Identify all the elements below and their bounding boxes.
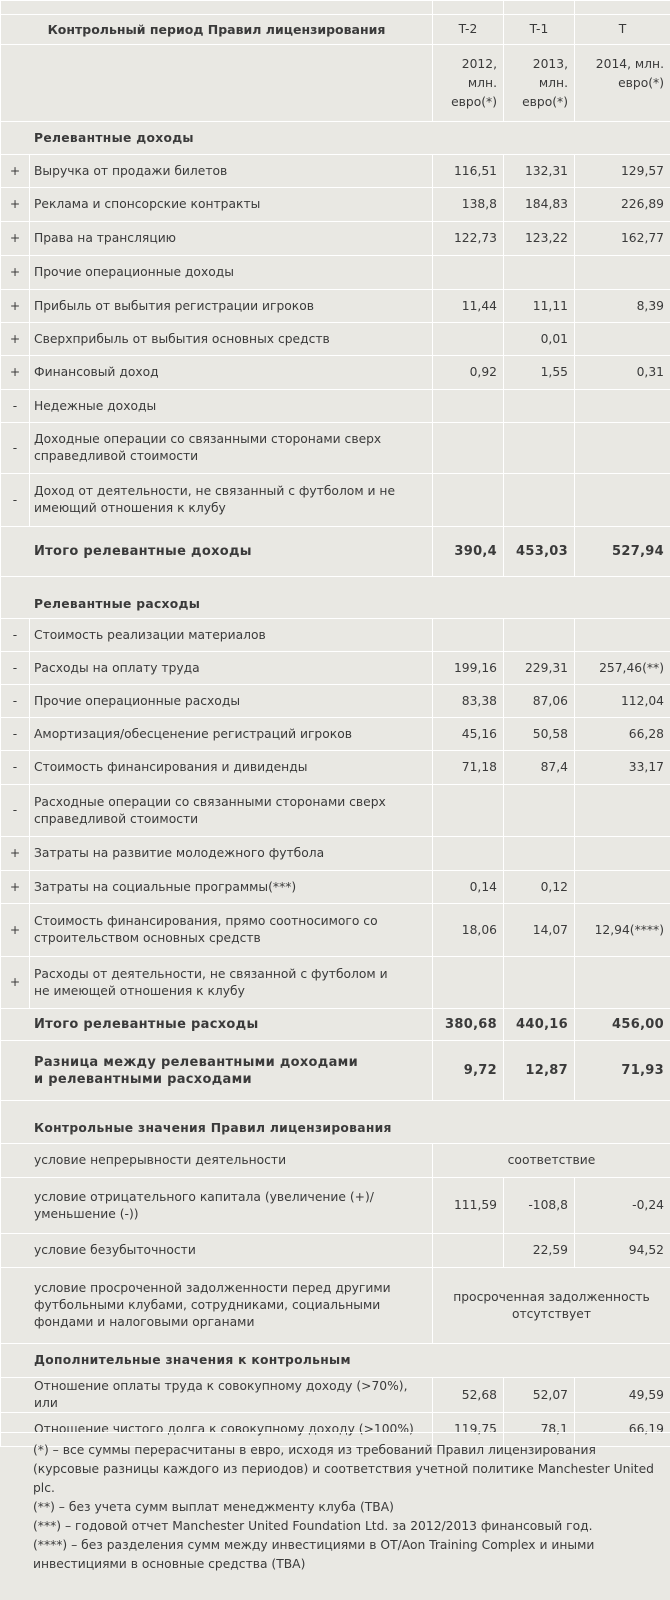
additional-v3: 49,59 (575, 1378, 670, 1413)
years-row (1, 45, 670, 122)
difference-v3: 71,93 (575, 1041, 670, 1101)
income-value-2012: 122,73 (433, 222, 504, 256)
expense-label: Амортизация/обесценение регистраций игроков (30, 718, 433, 751)
additional-v3: 66,19 (575, 1413, 670, 1447)
income-rows (1, 155, 670, 527)
expense-row (1, 957, 670, 1009)
income-value-2012 (433, 423, 504, 474)
income-label: Выручка от продажи билетов (30, 155, 433, 188)
expense-sign: - (1, 751, 30, 785)
expense-value-2014 (575, 619, 670, 652)
additional-v2: 78,1 (504, 1413, 575, 1447)
expense-row (1, 837, 670, 871)
income-label: Права на трансляцию (30, 222, 433, 256)
income-total-row (1, 527, 670, 577)
income-value-2014: 162,77 (575, 222, 670, 256)
expense-value-2014: 12,94(****) (575, 904, 670, 957)
control-section-header (1, 1101, 670, 1144)
difference-label: Разница между релевантными доходами и релевантными расходами (1, 1041, 433, 1101)
expense-label: Прочие операционные расходы (30, 685, 433, 718)
income-sign: + (1, 188, 30, 222)
income-label: Прочие операционные доходы (30, 256, 433, 290)
expense-value-2012: 199,16 (433, 652, 504, 685)
expenses-total-v2: 440,16 (504, 1009, 575, 1041)
expense-value-2014 (575, 871, 670, 904)
year-2013: 2013, млн. евро(*) (504, 45, 575, 122)
income-value-2012: 138,8 (433, 188, 504, 222)
col-t1: T-1 (504, 15, 575, 45)
expense-row (1, 652, 670, 685)
breakeven-row (1, 1234, 670, 1268)
income-row (1, 222, 670, 256)
income-value-2012: 0,92 (433, 356, 504, 390)
income-sign: - (1, 474, 30, 527)
continuity-label: условие непрерывности деятельности (1, 1144, 433, 1178)
expense-value-2012 (433, 837, 504, 871)
expense-row (1, 904, 670, 957)
expense-row (1, 619, 670, 652)
additional-title: Дополнительные значения к контрольным (1, 1344, 670, 1378)
income-sign: - (1, 390, 30, 423)
income-sign: + (1, 155, 30, 188)
additional-label: Отношение оплаты труда к совокупному доходу (>70%), или (1, 1378, 433, 1413)
additional-v1: 119,75 (433, 1413, 504, 1447)
expense-label: Расходы на оплату труда (30, 652, 433, 685)
income-sign: + (1, 256, 30, 290)
expense-value-2013 (504, 837, 575, 871)
income-label: Доход от деятельности, не связанный с футболом и не имеющий отношения к клубу (30, 474, 433, 527)
breakeven-v3: 94,52 (575, 1234, 670, 1268)
col-t: T (575, 15, 670, 45)
additional-label: Отношение чистого долга к совокупному доходу (>100%) (1, 1413, 433, 1447)
footnotes (0, 1432, 670, 1600)
income-label: Реклама и спонсорские контракты (30, 188, 433, 222)
overdue-row (1, 1268, 670, 1344)
expense-value-2013: 229,31 (504, 652, 575, 685)
income-value-2012 (433, 390, 504, 423)
expense-value-2012 (433, 957, 504, 1009)
expense-sign: - (1, 652, 30, 685)
expense-value-2014 (575, 785, 670, 837)
income-sign: + (1, 323, 30, 356)
expense-sign: - (1, 619, 30, 652)
expense-value-2014: 257,46(**) (575, 652, 670, 685)
income-title: Релевантные доходы (1, 122, 670, 155)
income-label: Сверхприбыль от выбытия основных средств (30, 323, 433, 356)
expense-value-2013: 0,12 (504, 871, 575, 904)
expense-value-2014: 33,17 (575, 751, 670, 785)
expense-sign: - (1, 785, 30, 837)
expense-value-2013 (504, 785, 575, 837)
expense-rows (1, 619, 670, 1009)
expense-value-2013: 50,58 (504, 718, 575, 751)
expense-value-2012: 83,38 (433, 685, 504, 718)
income-total-label: Итого релевантные доходы (1, 527, 433, 577)
expense-value-2012 (433, 619, 504, 652)
income-value-2014 (575, 323, 670, 356)
negative-capital-v2: -108,8 (504, 1178, 575, 1234)
expense-value-2014 (575, 837, 670, 871)
breakeven-v1 (433, 1234, 504, 1268)
income-sign: + (1, 290, 30, 323)
expense-value-2012: 18,06 (433, 904, 504, 957)
income-sign: + (1, 356, 30, 390)
income-value-2013 (504, 256, 575, 290)
income-section-header (1, 122, 670, 155)
income-row (1, 256, 670, 290)
header-row (1, 15, 670, 45)
expenses-total-v3: 456,00 (575, 1009, 670, 1041)
income-value-2013 (504, 390, 575, 423)
income-value-2013: 1,55 (504, 356, 575, 390)
expense-label: Стоимость финансирования, прямо соотносимого со строительством основных средств (30, 904, 433, 957)
expense-row (1, 685, 670, 718)
top-spacer-row (1, 1, 670, 15)
expense-value-2012: 45,16 (433, 718, 504, 751)
expense-sign: + (1, 957, 30, 1009)
income-row (1, 474, 670, 527)
income-value-2014: 226,89 (575, 188, 670, 222)
expense-value-2013: 87,4 (504, 751, 575, 785)
header-title: Контрольный период Правил лицензирования (1, 15, 433, 45)
income-value-2013: 184,83 (504, 188, 575, 222)
expense-sign: - (1, 718, 30, 751)
expense-value-2013: 14,07 (504, 904, 575, 957)
expense-label: Стоимость реализации материалов (30, 619, 433, 652)
expense-label: Затраты на социальные программы(***) (30, 871, 433, 904)
negative-capital-v1: 111,59 (433, 1178, 504, 1234)
income-value-2014: 0,31 (575, 356, 670, 390)
footnote: (***) – годовой отчет Manchester United Foundation Ltd. за 2012/2013 финансовый год. (33, 1519, 593, 1533)
negative-capital-label: условие отрицательного капитала (увеличение (+)/уменьшение (-)) (1, 1178, 433, 1234)
income-value-2014 (575, 390, 670, 423)
income-label: Прибыль от выбытия регистрации игроков (30, 290, 433, 323)
income-value-2013: 123,22 (504, 222, 575, 256)
additional-row (1, 1378, 670, 1413)
income-label: Финансовый доход (30, 356, 433, 390)
income-label: Доходные операции со связанными сторонами сверх справедливой стоимости (30, 423, 433, 474)
additional-v1: 52,68 (433, 1378, 504, 1413)
footnote: (****) – без разделения сумм между инвестициями в OT/Aon Training Complex и иными инвестициями в основные средства (TBA) (33, 1538, 595, 1571)
expense-value-2013 (504, 957, 575, 1009)
expense-value-2014: 112,04 (575, 685, 670, 718)
income-value-2014 (575, 423, 670, 474)
income-label: Недежные доходы (30, 390, 433, 423)
income-value-2013 (504, 423, 575, 474)
expenses-total-row (1, 1009, 670, 1041)
expense-sign: + (1, 837, 30, 871)
expense-value-2012: 71,18 (433, 751, 504, 785)
income-value-2012 (433, 256, 504, 290)
negative-capital-v3: -0,24 (575, 1178, 670, 1234)
income-value-2014: 129,57 (575, 155, 670, 188)
income-value-2012 (433, 323, 504, 356)
expenses-total-label: Итого релевантные расходы (1, 1009, 433, 1041)
income-value-2012: 116,51 (433, 155, 504, 188)
income-row (1, 155, 670, 188)
income-row (1, 390, 670, 423)
difference-v1: 9,72 (433, 1041, 504, 1101)
expense-label: Расходные операции со связанными сторонами сверх справедливой стоимости (30, 785, 433, 837)
expense-value-2013: 87,06 (504, 685, 575, 718)
expense-label: Затраты на развитие молодежного футбола (30, 837, 433, 871)
additional-v2: 52,07 (504, 1378, 575, 1413)
income-value-2013: 0,01 (504, 323, 575, 356)
year-2012: 2012, млн. евро(*) (433, 45, 504, 122)
income-value-2013 (504, 474, 575, 527)
income-value-2014: 8,39 (575, 290, 670, 323)
negative-capital-row (1, 1178, 670, 1234)
footnote: (**) – без учета сумм выплат менеджменту клуба (TBA) (33, 1500, 394, 1514)
income-row (1, 188, 670, 222)
expense-value-2014 (575, 957, 670, 1009)
income-total-v3: 527,94 (575, 527, 670, 577)
expense-row (1, 785, 670, 837)
additional-section-header (1, 1344, 670, 1378)
expense-sign: + (1, 904, 30, 957)
difference-v2: 12,87 (504, 1041, 575, 1101)
income-row (1, 290, 670, 323)
expense-row (1, 751, 670, 785)
breakeven-label: условие безубыточности (1, 1234, 433, 1268)
expense-row (1, 718, 670, 751)
expense-label: Расходы от деятельности, не связанной с футболом и не имеющей отношения к клубу (30, 957, 433, 1009)
income-row (1, 323, 670, 356)
expense-sign: + (1, 871, 30, 904)
income-sign: + (1, 222, 30, 256)
col-t2: T-2 (433, 15, 504, 45)
breakeven-v2: 22,59 (504, 1234, 575, 1268)
income-value-2014 (575, 256, 670, 290)
income-value-2013: 132,31 (504, 155, 575, 188)
income-value-2012 (433, 474, 504, 527)
expense-row (1, 871, 670, 904)
income-value-2014 (575, 474, 670, 527)
expense-value-2012 (433, 785, 504, 837)
expense-value-2012: 0,14 (433, 871, 504, 904)
continuity-value: соответствие (433, 1144, 670, 1178)
expenses-title: Релевантные расходы (1, 577, 670, 619)
expense-value-2014: 66,28 (575, 718, 670, 751)
continuity-row (1, 1144, 670, 1178)
overdue-label: условие просроченной задолженности перед другими футбольными клубами, сотрудниками, социальными фондами и налоговыми органами (1, 1268, 433, 1344)
expense-sign: - (1, 685, 30, 718)
expense-label: Стоимость финансирования и дивиденды (30, 751, 433, 785)
footnote: (*) – все суммы перерасчитаны в евро, исходя из требований Правил лицензирования (курсовые разницы каждого из периодов) и соответствия учетной политике Manchester United plc. (33, 1443, 654, 1495)
income-row (1, 423, 670, 474)
overdue-value: просроченная задолженность отсутствует (433, 1268, 670, 1344)
income-total-v1: 390,4 (433, 527, 504, 577)
year-2014: 2014, млн. евро(*) (575, 45, 670, 122)
expenses-total-v1: 380,68 (433, 1009, 504, 1041)
income-sign: - (1, 423, 30, 474)
income-value-2012: 11,44 (433, 290, 504, 323)
difference-row (1, 1041, 670, 1101)
income-total-v2: 453,03 (504, 527, 575, 577)
expenses-section-header (1, 577, 670, 619)
income-value-2013: 11,11 (504, 290, 575, 323)
control-title: Контрольные значения Правил лицензирования (1, 1101, 670, 1144)
income-row (1, 356, 670, 390)
expense-value-2013 (504, 619, 575, 652)
